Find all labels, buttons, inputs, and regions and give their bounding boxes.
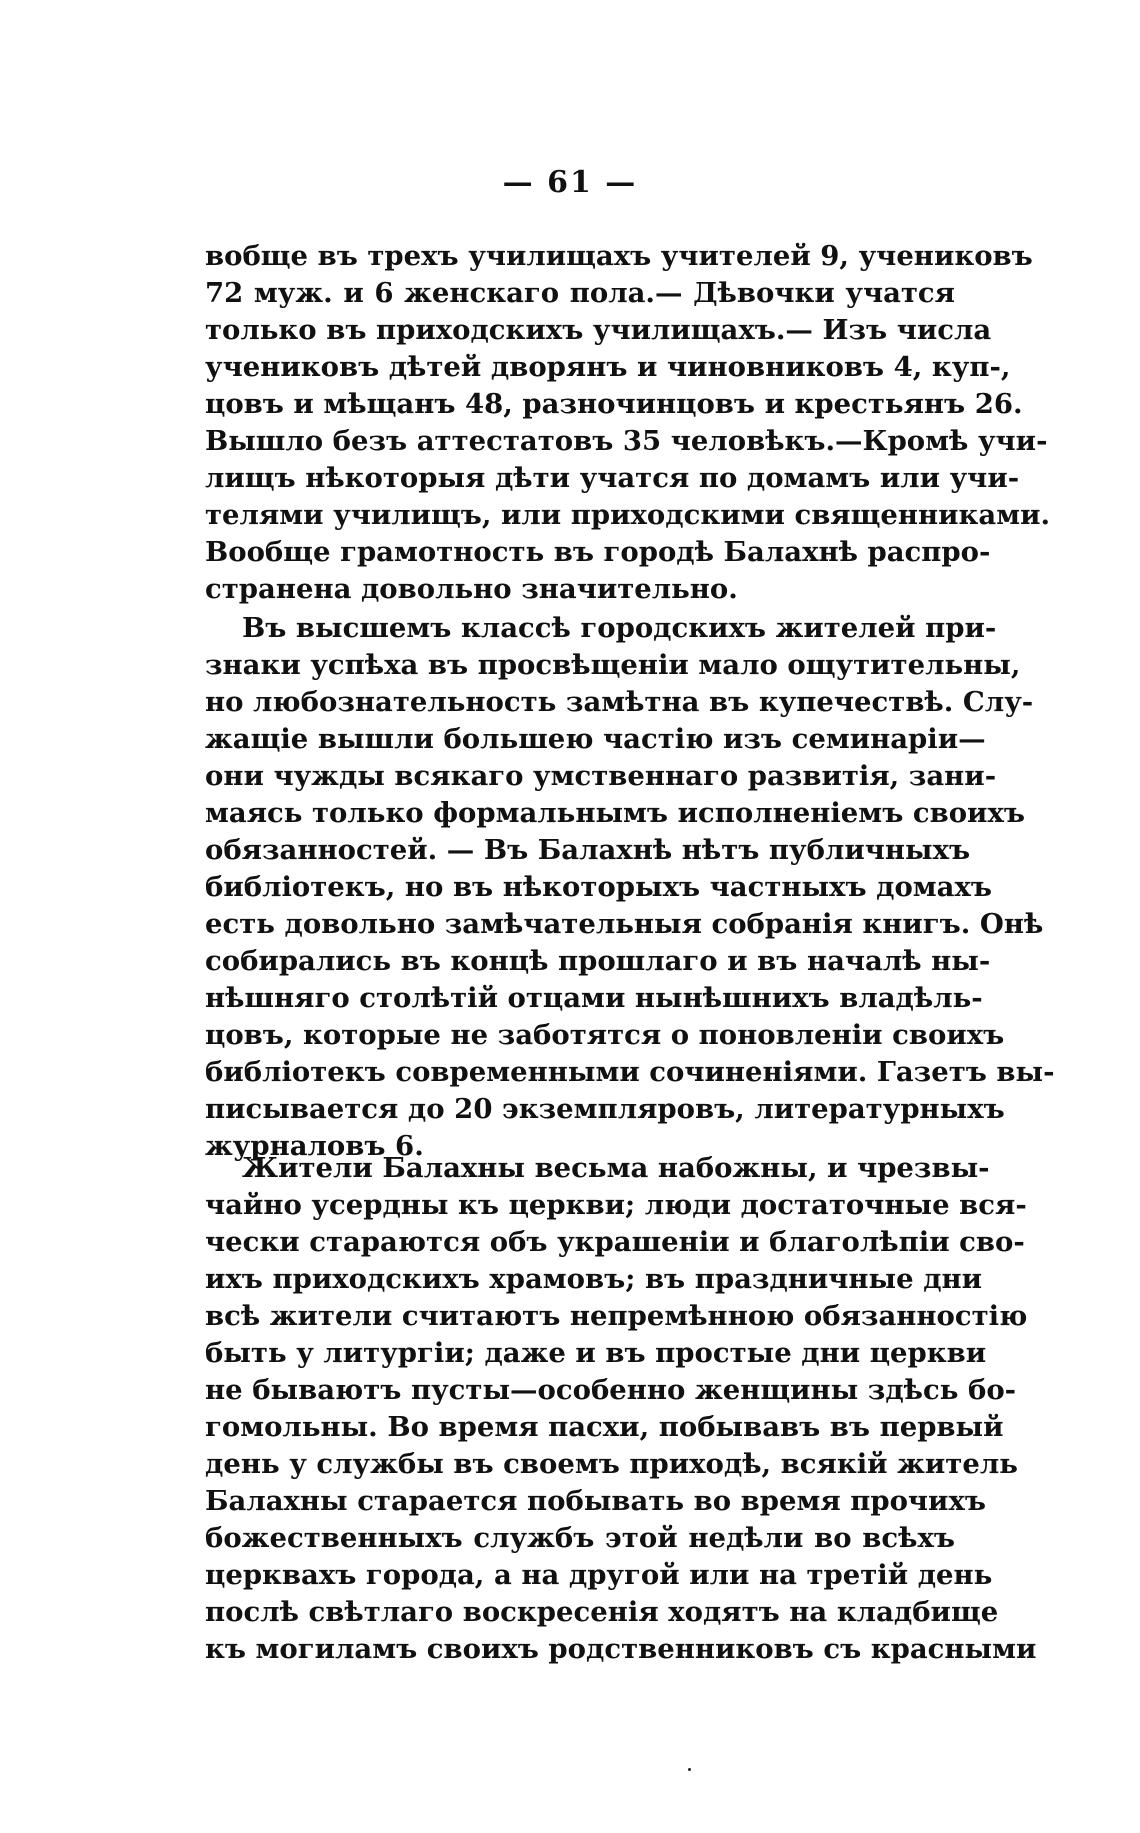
text-line: Вышло безъ аттестатовъ 35 человѣкъ.—Кромѣ учи-	[205, 425, 1048, 457]
text-line: телями училищъ, или приходскими священниками.	[205, 499, 1051, 531]
text-line: маясь только формальнымъ исполненіемъ своихъ	[205, 797, 1025, 829]
text-line: быть у литургіи; даже и въ простые дни церкви	[205, 1337, 987, 1369]
page-number: — 61 —	[502, 165, 638, 200]
text-line: жащіе вышли большею частію изъ семинаріи—	[205, 723, 986, 755]
text-line: обязанностей. — Въ Балахнѣ нѣтъ публичныхъ	[205, 834, 971, 866]
text-line: они чужды всякаго умственнаго развитія, зани-	[205, 760, 997, 792]
text-line: не бываютъ пусты—особенно женщины здѣсь бо-	[205, 1374, 1017, 1406]
text-line: но любознательность замѣтна въ купечествѣ. Слу-	[205, 686, 1034, 718]
text-line: знаки успѣха въ просвѣщеніи мало ощутительны,	[205, 649, 1021, 681]
text-line: день у службы въ своемъ приходѣ, всякій житель	[205, 1448, 1018, 1480]
text-line: гомольны. Во время пасхи, побывавъ въ первый	[205, 1411, 1004, 1443]
paragraph-3	[205, 1150, 1037, 1668]
text-line: Въ высшемъ классѣ городскихъ жителей при-	[242, 612, 997, 644]
text-line: ихъ приходскихъ храмовъ; въ праздничные дни	[205, 1263, 983, 1295]
text-line: библіотекъ, но въ нѣкоторыхъ частныхъ домахъ	[205, 871, 992, 903]
text-line: чайно усердны къ церкви; люди достаточные вся-	[205, 1189, 1027, 1221]
text-line: всѣ жители считаютъ непремѣнною обязанностію	[205, 1300, 1028, 1332]
text-line: 72 муж. и 6 женскаго пола.— Дѣвочки учатся	[205, 277, 955, 309]
text-line: библіотекъ современными сочиненіями. Газетъ вы-	[205, 1056, 1055, 1088]
text-line: вобще въ трехъ училищахъ учителей 9, учениковъ	[205, 240, 1033, 272]
text-line: божественныхъ службъ этой недѣли во всѣхъ	[205, 1522, 955, 1554]
text-line: цовъ, которые не заботятся о поновленіи своихъ	[205, 1019, 1005, 1051]
text-line: нѣшняго столѣтій отцами нынѣшнихъ владѣль-	[205, 982, 983, 1014]
text-line: журналовъ 6.	[205, 1130, 424, 1162]
text-line: Вообще грамотность въ городѣ Балахнѣ распро-	[205, 536, 991, 568]
text-line: только въ приходскихъ училищахъ.— Изъ числа	[205, 314, 992, 346]
text-line: писывается до 20 экземпляровъ, литературныхъ	[205, 1093, 1005, 1125]
text-line: есть довольно замѣчательныя собранія книгъ. Онѣ	[205, 908, 1044, 940]
text-line: собирались въ концѣ прошлаго и въ началѣ ны-	[205, 945, 991, 977]
text-line: чески стараются объ украшеніи и благолѣпіи сво-	[205, 1226, 1025, 1258]
print-speck	[688, 1768, 691, 1771]
text-line: лищъ нѣкоторыя дѣти учатся по домамъ или учи-	[205, 462, 1020, 494]
paragraph-1	[205, 238, 1051, 608]
text-line: къ могиламъ своихъ родственниковъ съ красными	[205, 1633, 1037, 1665]
text-line: учениковъ дѣтей дворянъ и чиновниковъ 4, куп-,	[205, 351, 1011, 383]
text-line: церквахъ города, а на другой или на третій день	[205, 1559, 993, 1591]
text-line: Балахны старается побывать во время прочихъ	[205, 1485, 986, 1517]
text-line: странена довольно значительно.	[205, 573, 738, 605]
text-line: послѣ свѣтлаго воскресенія ходятъ на кладбище	[205, 1596, 999, 1628]
text-line: цовъ и мѣщанъ 48, разночинцовъ и крестьянъ 26.	[205, 388, 1023, 420]
text-line: Жители Балахны весьма набожны, и чрезвы-	[242, 1152, 990, 1184]
paragraph-2	[205, 610, 1055, 1165]
